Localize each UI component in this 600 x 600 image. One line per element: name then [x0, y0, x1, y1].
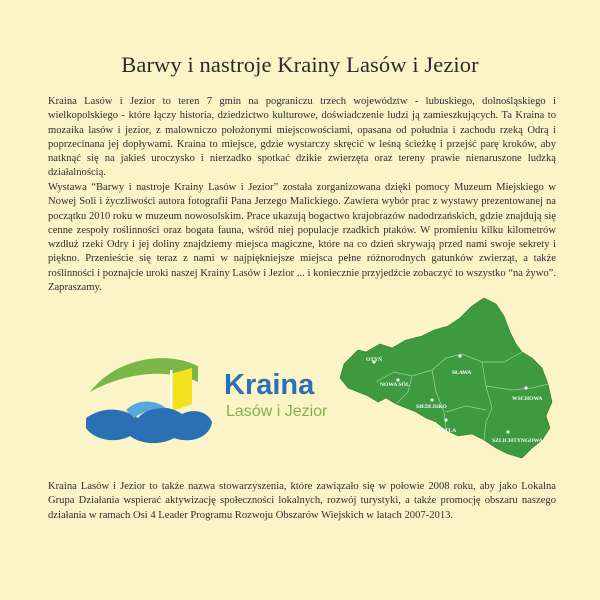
exhibition-paragraph: Wystawa “Barwy i nastroje Krainy Lasów i Jezior” została zorganizowana dzięki pomocy Muzeum Miejskiego w Nowej Soli i życzliwości autora fotografii Pana Jerzego Malickiego. Zawiera wybór prac z wystawy prezentowanej na początku 2010 roku w muzeum nowosolskim. Prace ukazują bogactwo krajobrazów nadodrzańskich, gdzie znajdują się cenne zespoły roślinności oraz bogata fauna, wśród niej populacje rzadkich ptaków. W promieniu kilku kilometrów wzdłuż rzeki Odry i jej doliny znajdziemy miejsca magiczne, które na co dzień skrywają przed nami swoje sekrety i piękno. Przenieście się teraz z nami w najpiękniejsze miejsca pełne różnorodnych gatunków zwierząt, a także roślinności i poznajcie uroki naszej Krainy Lasów i Jezior ... i koniecznie przyjedźcie zobaczyć to wszystko “na żywo”. Zapraszamy. — [48, 182, 556, 294]
map-label-siedlisko: SIEDLISKO — [416, 404, 447, 410]
map-label-kotla: KOTLA — [436, 428, 457, 434]
map-label-slawa: SŁAWA — [452, 370, 472, 376]
map-label-otyn: OTYŃ — [366, 357, 383, 363]
logo-blue-wave — [86, 408, 212, 443]
logo-yellow-flag — [170, 368, 192, 412]
association-paragraph: Kraina Lasów i Jezior to także nazwa stowarzyszenia, które zawiązało się w połowie 2008 roku, aby jako Lokalna Grupa Działania wspierać aktywizację społeczności lokalnych, rozwój turystyki, a także promocję obszaru naszego działania w ramach Osi 4 Leader Programu Rozwoju Obszarów Wiejskich w latach 2007-2013. — [48, 481, 556, 521]
map-label-nowa-sol: NOWA SÓL — [380, 382, 410, 388]
region-map — [336, 292, 556, 467]
logo-subtitle: Lasów i Jezior — [226, 403, 328, 420]
kraina-logo — [86, 352, 336, 446]
map-label-szlichtyngowa: SZLICHTYNGOWA — [492, 438, 543, 444]
page-title: Barwy i nastroje Krainy Lasów i Jezior — [121, 52, 479, 77]
logo-title: Kraina — [224, 369, 315, 401]
map-label-wschowa: WSCHOWA — [512, 396, 543, 402]
map-region-shape — [340, 298, 552, 458]
intro-paragraph: Kraina Lasów i Jezior to teren 7 gmin na pograniczu trzech województw - lubuskiego, dolnośląskiego i wielkopolskiego - które łączy historia, dziedzictwo kulturowe, doświadczenie ludzi ją zamieszkujących. Ta Kraina to mozaika lasów i jezior, z malowniczo położonymi miejscowościami, opasana od południa i zachodu rzeką Odrą i poprzecinana jej dopływami. Kraina to miejsce, gdzie wystarczy skręcić w leśną ścieżkę i przejść parę kroków, aby natknąć się na jakieś uroczysko i nierzadko spotkać dzikie zwierzęta oraz tereny prawie nienaruszone ludzką działalnością. — [48, 96, 556, 179]
